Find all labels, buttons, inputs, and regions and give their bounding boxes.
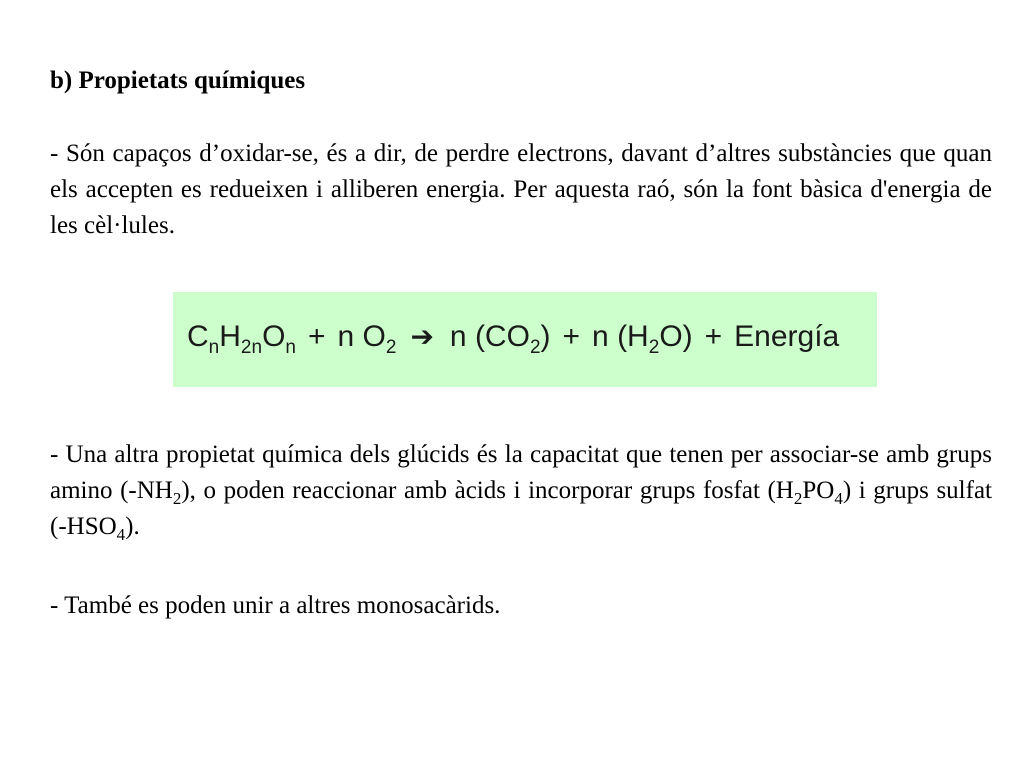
plus-sign: + [704, 320, 723, 353]
equation-box [173, 292, 877, 387]
carbohydrate-formula: $C_nH_{2n}O_n$ [187, 320, 296, 358]
oxygen-formula: n $O_2$ [337, 320, 397, 358]
paragraph-oxidation: - Són capaços d’oxidar-se, és a dir, de perdre electrons, davant d’altres substàncies que quan els accepten es redueixen i alliberen energia. Per aquesta raó, són la font bàsica d'energia de les cèl·lules. [50, 140, 992, 239]
paragraph-monosaccharides: - També es poden unir a altres monosacàrids. [50, 592, 501, 619]
paragraph-chemical-groups: - Una altra propietat química dels glúcids és la capacitat que tenen per associar-se amb grups amino $(-NH_2)$, o poden reaccionar amb àcids i incorporar grups fosfat $(H_2PO_4)$ i grups sulfat $(-HSO_4)$. [50, 441, 992, 544]
section-heading: b) Propietats químiques [50, 67, 306, 94]
carbon-dioxide-formula: n $(CO_2)$ [449, 320, 551, 358]
oxidation-equation [187, 317, 839, 357]
plus-sign: + [562, 320, 581, 353]
water-formula: n $(H_2O)$ [592, 320, 693, 358]
reaction-arrow-icon: ➔ [410, 320, 434, 353]
plus-sign: + [307, 320, 326, 353]
energy-label: Energía [734, 320, 840, 353]
